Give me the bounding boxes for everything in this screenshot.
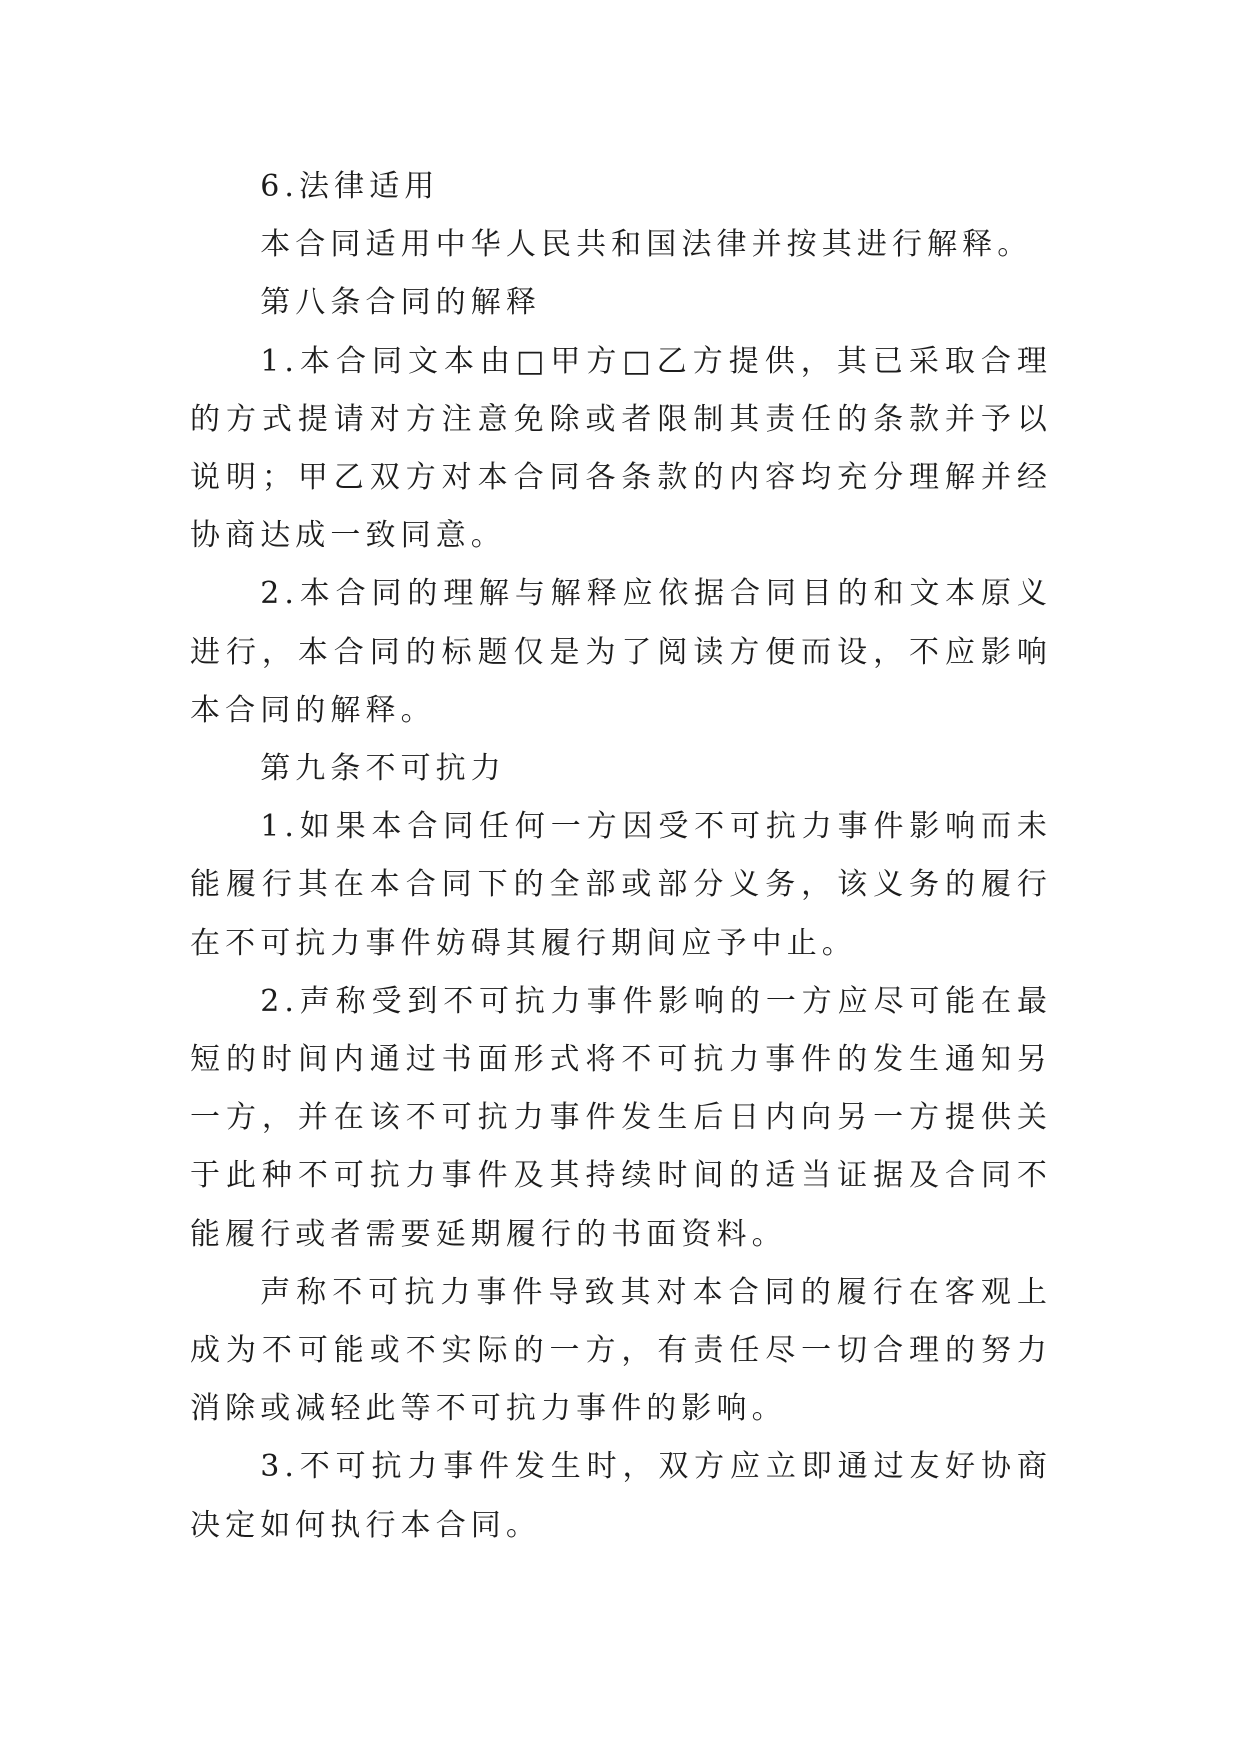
- document-page: [190, 158, 1052, 1555]
- article-8-clause-2: 2.本合同的理解与解释应依据合同目的和文本原义进行，本合同的标题仅是为了阅读方便而设，不应影响本合同的解释。: [190, 576, 1052, 728]
- article-9-clause-1: 1.如果本合同任何一方因受不可抗力事件影响而未能履行其在本合同下的全部或部分义务，该义务的履行在不可抗力事件妨碍其履行期间应予中止。: [190, 809, 1052, 961]
- paragraph-applicable-law: 本合同适用中华人民共和国法律并按其进行解释。: [260, 227, 1033, 263]
- article-9-heading: 第九条不可抗力: [260, 751, 506, 787]
- section-heading-law: 6.法律适用: [260, 169, 440, 204]
- article-9-clause-2-continued: 声称不可抗力事件导致其对本合同的履行在客观上成为不可能或不实际的一方，有责任尽一切合理的努力消除或减轻此等不可抗力事件的影响。: [190, 1274, 1052, 1427]
- article-9-clause-3: 3.不可抗力事件发生时，双方应立即通过友好协商决定如何执行本合同。: [190, 1449, 1052, 1543]
- article-8-clause-1: 1.本合同文本由□甲方□乙方提供，其已采取合理的方式提请对方注意免除或者限制其责任的条款并予以说明；甲乙双方对本合同各条款的内容均充分理解并经协商达成一致同意。: [190, 343, 1052, 554]
- article-9-clause-2: 2.声称受到不可抗力事件影响的一方应尽可能在最短的时间内通过书面形式将不可抗力事件的发生通知另一方，并在该不可抗力事件发生后日内向另一方提供关于此种不可抗力事件及其持续时间的适当证据及合同不能履行或者需要延期履行的书面资料。: [190, 983, 1052, 1252]
- article-8-heading: 第八条合同的解释: [260, 285, 541, 321]
